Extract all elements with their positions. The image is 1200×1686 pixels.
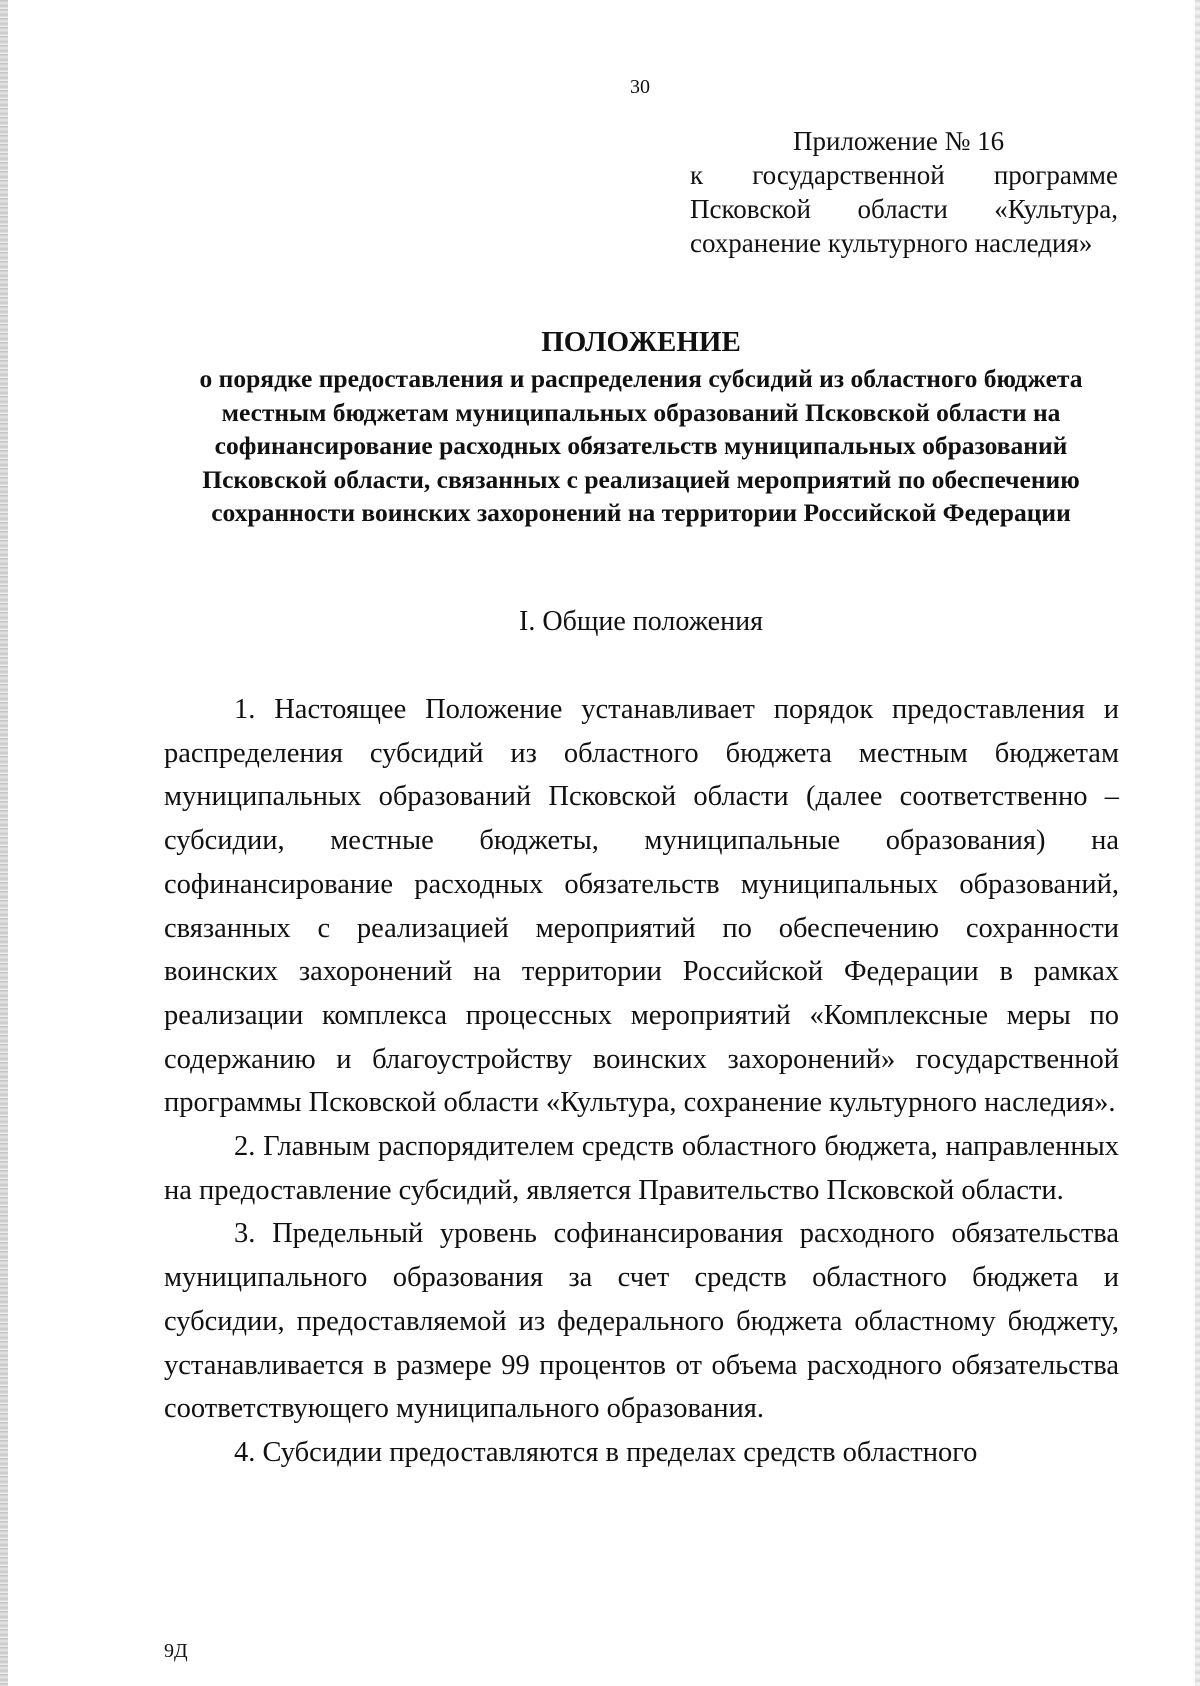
scan-edge-left (0, 0, 8, 1686)
paragraph-2: 2. Главным распорядителем средств областного бюджета, направленных на предоставление субсидий, является Правительство Псковской области. (164, 1131, 1119, 1206)
paragraph-1: 1. Настоящее Положение устанавливает порядок предоставления и распределения субсидий из областного бюджета местным бюджетам муниципальных образований Псковской области (далее соответственно – субсидии, местные бюджеты, муниципальные образования) на софинансирование расходных обязательств муниципальных образований, связанных с реализацией мероприятий по обеспечению сохранности воинских захоронений на территории Российской Федерации в рамках реализации комплекса процессных мероприятий «Комплексные меры по содержанию и благоустройству воинских захоронений» государственной программы Псковской области «Культура, сохранение культурного наследия». (164, 694, 1119, 1119)
page-number: 30 (630, 76, 650, 98)
appendix-line-region: Псковской области «Культура, (690, 194, 1118, 224)
appendix-line-heritage: сохранение культурного наследия» (690, 228, 1093, 258)
section-heading: I. Общие положения (519, 606, 763, 637)
scan-edge-right (1195, 0, 1200, 1686)
body-text (164, 688, 1119, 1475)
document-title: ПОЛОЖЕНИЕ (541, 326, 741, 358)
document-subtitle: о порядке предоставления и распределения субсидий из областного бюджета местным бюджетам муниципальных образований Псковской области на софинансирование расходных обязательств муниципальных образований Псковской области, связанных с реализацией мероприятий по обеспечению сохранности воинских захоронений на территории Российской Федерации (199, 364, 1083, 527)
paragraph-3: 3. Предельный уровень софинансирования расходного обязательства муниципального образования за счет средств областного бюджета и субсидии, предоставляемой из федерального бюджета областному бюджету, устанавливается в размере 99 процентов от объема расходного обязательства соответствующего муниципального образования. (164, 1218, 1119, 1425)
paragraph-4: 4. Субсидии предоставляются в пределах средств областного (234, 1436, 978, 1468)
footer-code: 9Д (164, 1640, 188, 1662)
appendix-line-program: к государственной программе (690, 160, 1118, 190)
appendix-number: Приложение № 16 (793, 126, 1005, 156)
appendix-block (690, 124, 1118, 260)
